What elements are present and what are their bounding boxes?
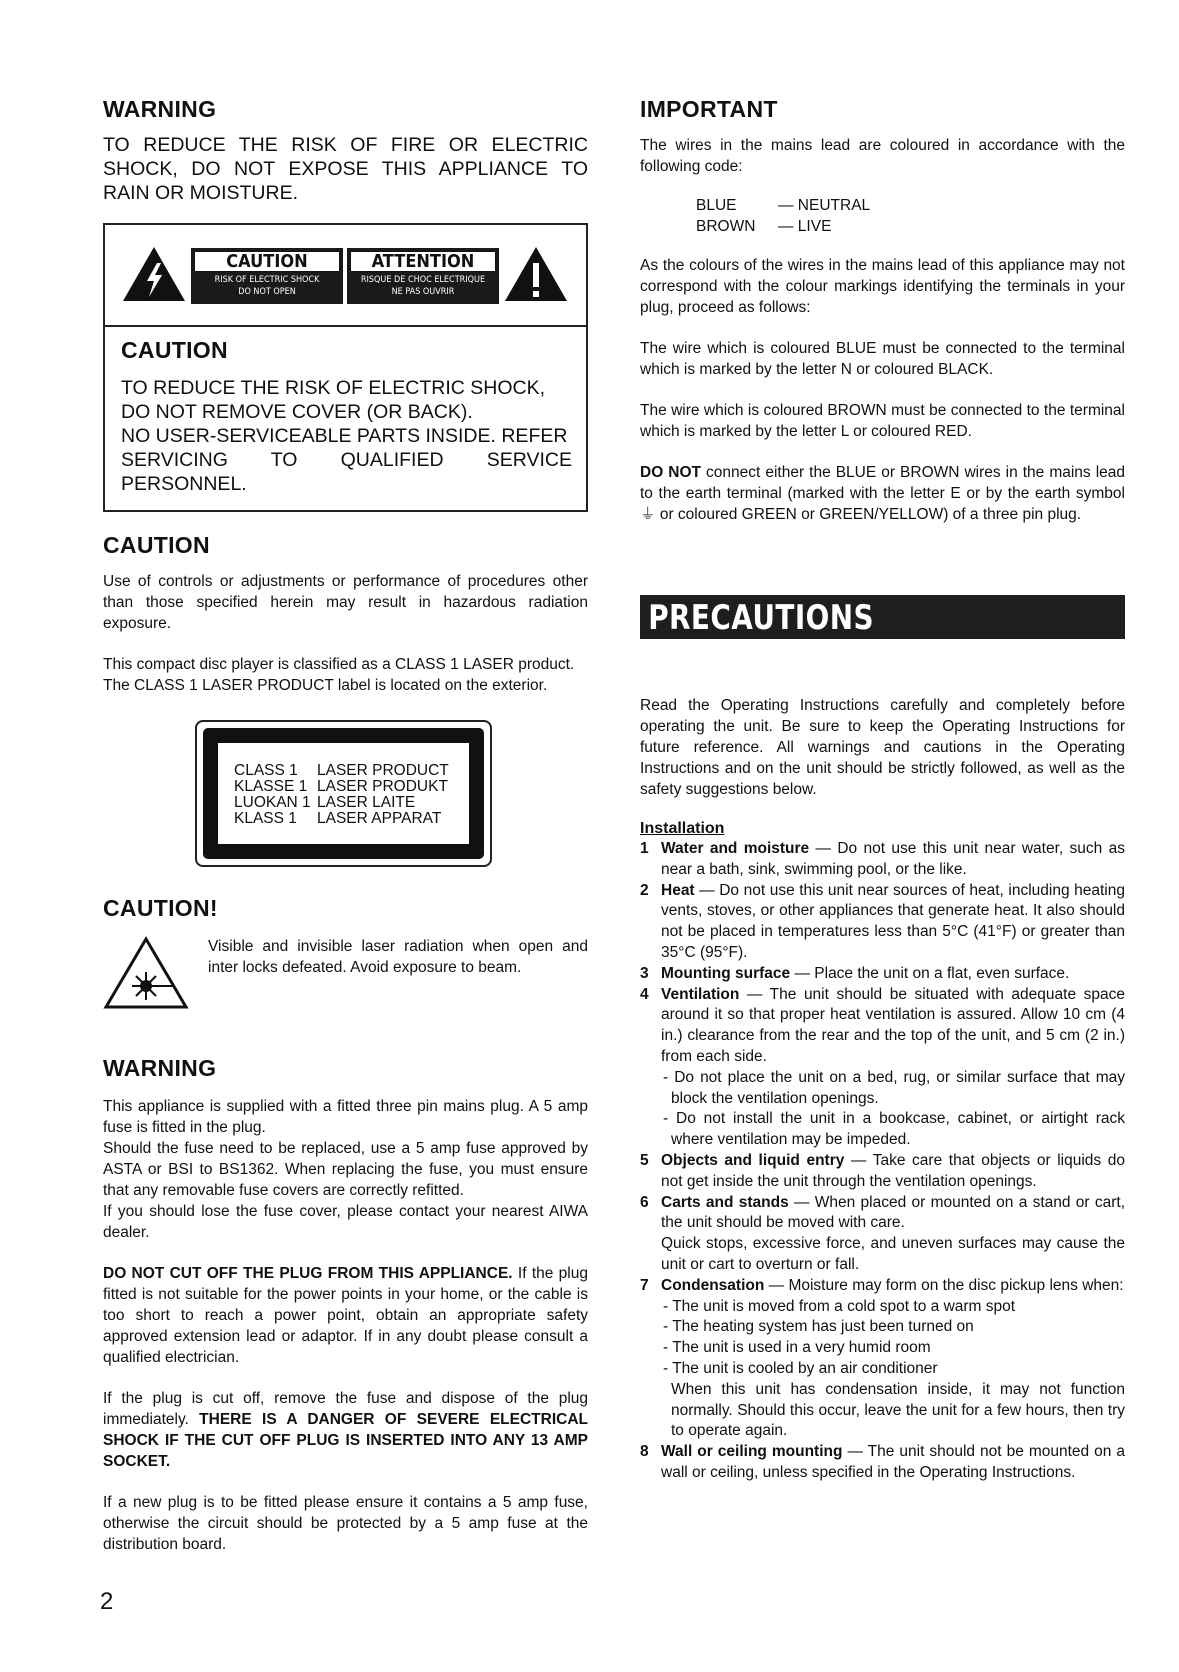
list-item: 8 Wall or ceiling mounting — The unit should not be mounted on a wall or ceiling, unless specified in the Operating Instructions. [640,1443,1125,1481]
condensation-sub4: - The unit is cooled by an air conditioner [663,1359,938,1377]
warning-plug-p1: This appliance is supplied with a fitted three pin mains plug. A 5 amp fuse is fitted in the plug. [103,1098,588,1136]
list-item: 6 Carts and stands — When placed or mounted on a stand or cart, the unit should be moved with care. Quick stops, excessive force, and uneven surfaces may cause the unit or cart to overturn or fall. [640,1193,1125,1276]
wire-colour-code [696,195,1125,237]
caution-box-line1: TO REDUCE THE RISK OF ELECTRIC SHOCK, [121,377,546,399]
condensation-sub1: - The unit is moved from a cold spot to a warm spot [663,1297,1016,1315]
list-item: 2 Heat — Do not use this unit near sources of heat, including heating vents, stoves, or other appliances that generate heat. It also should not be placed in temperatures less than 5°C (41°F) or greater than 35°C (95°F). [640,881,1125,961]
caution-label-title: CAUTION [194,251,340,272]
precautions-banner [640,595,1125,639]
class1-laser-label [195,720,492,867]
caution-label-sub2: DO NOT OPEN [238,287,296,297]
condensation-sub2: - The heating system has just been turned on [663,1318,974,1336]
laser-caution-text: Visible and invisible laser radiation when open and inter locks defeated. Avoid exposure to beam. [208,938,588,976]
caution-laser-heading: CAUTION! [103,895,218,921]
warning-heading: WARNING [103,96,217,122]
warning-plug-p5-bold: THERE IS A DANGER OF SEVERE ELECTRICAL SHOCK IF THE CUT OFF PLUG IS INSERTED INTO ANY 13 AMP SOCKET. [103,1411,588,1470]
wire-code-row: BROWN — LIVE [696,218,832,235]
list-item: 4 Ventilation — The unit should be situated with adequate space around it so that proper heat ventilation is assured. Allow 10 cm (4 in.) clearance from the rear and the top of the unit, and 5 cm (2 in.) from each side. - Do not place the unit on a bed, rug, or similar surface that may block the ventilation openings. - Do not install the unit in a bookcase, cabinet, or airtight rack where ventilation may be impeded. [640,985,1125,1151]
attention-label-sub1: RISQUE DE CHOC ELECTRIQUE [360,275,486,285]
caution-heading: CAUTION [103,532,210,558]
laser-caution-row [103,936,588,1015]
caution-box-line4: SERVICING TO QUALIFIED SERVICE [121,449,572,471]
caution-box-line3: NO USER-SERVICEABLE PARTS INSIDE. REFER [121,425,568,447]
warning-plug-heading: WARNING [103,1055,217,1081]
laser-row: CLASS 1 LASER PRODUCT [234,762,449,779]
caution-box-line2: DO NOT REMOVE COVER (OR BACK). [121,401,473,423]
condensation-after: When this unit has condensation inside, it may not function normally. Should this occur, leave the unit for a few hours, then try to operate again. [671,1380,1125,1440]
caution-box-heading: CAUTION [121,337,228,363]
caution-paragraph-3: The CLASS 1 LASER PRODUCT label is located on the exterior. [103,677,548,694]
important-p5-a: connect either the BLUE or BROWN wires in the mains lead to the earth terminal (marked with the letter E or by the earth symbol [640,464,1125,502]
caution-label-sub1: RISK OF ELECTRIC SHOCK [214,275,320,285]
warning-plug-p4-rest: If the plug fitted is not suitable for the power points in your home, or the cable is too short to reach a power point, obtain an appropriate safety approved extension lead or adaptor. If in any doubt please consult a qualified electrician. [103,1265,588,1366]
ventilation-sub1: - Do not place the unit on a bed, rug, or similar surface that may block the ventilation openings. [663,1068,1125,1107]
warning-text: TO REDUCE THE RISK OF FIRE OR ELECTRIC SHOCK, DO NOT EXPOSE THIS APPLIANCE TO RAIN OR MOISTURE. [103,134,588,204]
carts-extra: Quick stops, excessive force, and uneven surfaces may cause the unit or cart to overturn or fall. [661,1235,1125,1273]
laser-radiation-icon [103,936,189,1010]
attention-label-sub2: NE PAS OUVRIR [391,287,455,297]
precautions-intro: Read the Operating Instructions carefully and completely before operating the unit. Be sure to keep the Operating Instructions for future reference. All warnings and cautions in the Operating Instructions and on the unit should be strictly followed, as well as the safety suggestions below. [640,697,1125,798]
important-heading: IMPORTANT [640,96,778,122]
caution-paragraph-2: This compact disc player is classified as a CLASS 1 LASER product. [103,656,575,673]
important-p5-bold: DO NOT [640,464,701,481]
laser-row: KLASS 1 LASER APPARAT [234,810,442,827]
caution-label-strip [105,225,586,327]
right-column [640,96,1125,1484]
important-p2: As the colours of the wires in the mains lead of this appliance may not correspond with the colour markings identifying the terminals in your plug, proceed as follows: [640,257,1125,316]
attention-label [347,248,499,304]
important-p4: The wire which is coloured BROWN must be connected to the terminal which is marked by the letter L or coloured RED. [640,402,1125,440]
caution-label [191,248,343,304]
warning-plug-p4 [103,1263,588,1368]
list-item: 3 Mounting surface — Place the unit on a flat, even surface. [640,964,1070,982]
list-item: 1 Water and moisture — Do not use this unit near water, such as near a bath, sink, swimming pool, or the like. [640,840,1126,878]
ventilation-sub2: - Do not install the unit in a bookcase, cabinet, or airtight rack where ventilation may be impeded. [663,1110,1125,1149]
left-column [103,96,588,1555]
warning-plug-p3: If you should lose the fuse cover, please contact your nearest AIWA dealer. [103,1203,588,1241]
caution-box [103,223,588,512]
attention-label-title: ATTENTION [350,251,496,272]
warning-plug-p5-plain: If the plug is cut off, remove the fuse and dispose of the plug immediately. [103,1390,588,1428]
precautions-list [640,839,1125,1484]
page-number: 2 [100,1588,114,1615]
condensation-sub3: - The unit is used in a very humid room [663,1339,931,1357]
lightning-warning-icon [121,245,187,303]
wire-code-row: BLUE — NEUTRAL [696,197,871,214]
caution-box-body [105,327,586,510]
important-p5-b: or coloured GREEN or GREEN/YELLOW) of a three pin plug. [655,506,1082,523]
laser-row: KLASSE 1 LASER PRODUKT [234,778,448,795]
list-item: 5 Objects and liquid entry — Take care that objects or liquids do not get inside the unit through the ventilation openings. [640,1151,1125,1190]
warning-plug-p2: Should the fuse need to be replaced, use a 5 amp fuse approved by ASTA or BSI to BS1362. When replacing the fuse, you must ensure that any removable fuse covers are correctly refitted. [103,1140,588,1199]
laser-row: LUOKAN 1 LASER LAITE [234,794,416,811]
installation-heading: Installation [640,820,725,837]
important-p5 [640,462,1125,525]
warning-plug-p6: If a new plug is to be fitted please ensure it contains a 5 amp fuse, otherwise the circuit should be protected by a 5 amp fuse at the distribution board. [103,1494,588,1553]
important-p1: The wires in the mains lead are coloured in accordance with the following code: [640,137,1125,175]
precautions-title: PRECAUTIONS [648,598,874,638]
caution-paragraph-1: Use of controls or adjustments or performance of procedures other than those specified herein may result in hazardous radiation exposure. [103,573,588,632]
warning-plug-p5 [103,1388,588,1472]
earth-symbol-icon: ⏚ [640,506,656,523]
list-item: 7 Condensation — Moisture may form on the disc pickup lens when: - The unit is moved from a cold spot to a warm spot - The heating system has just been turned on - The unit is used in a very humid room - The unit is cooled by an air conditioner When this unit has condensation inside, it may not function normally. Should this occur, leave the unit for a few hours, then try to operate again. [640,1276,1125,1442]
exclamation-warning-icon [503,245,569,303]
important-p3: The wire which is coloured BLUE must be connected to the terminal which is marked by the letter N or coloured BLACK. [640,340,1125,378]
warning-plug-p4-bold: DO NOT CUT OFF THE PLUG FROM THIS APPLIANCE. [103,1265,513,1282]
caution-box-line5: PERSONNEL. [121,473,247,495]
